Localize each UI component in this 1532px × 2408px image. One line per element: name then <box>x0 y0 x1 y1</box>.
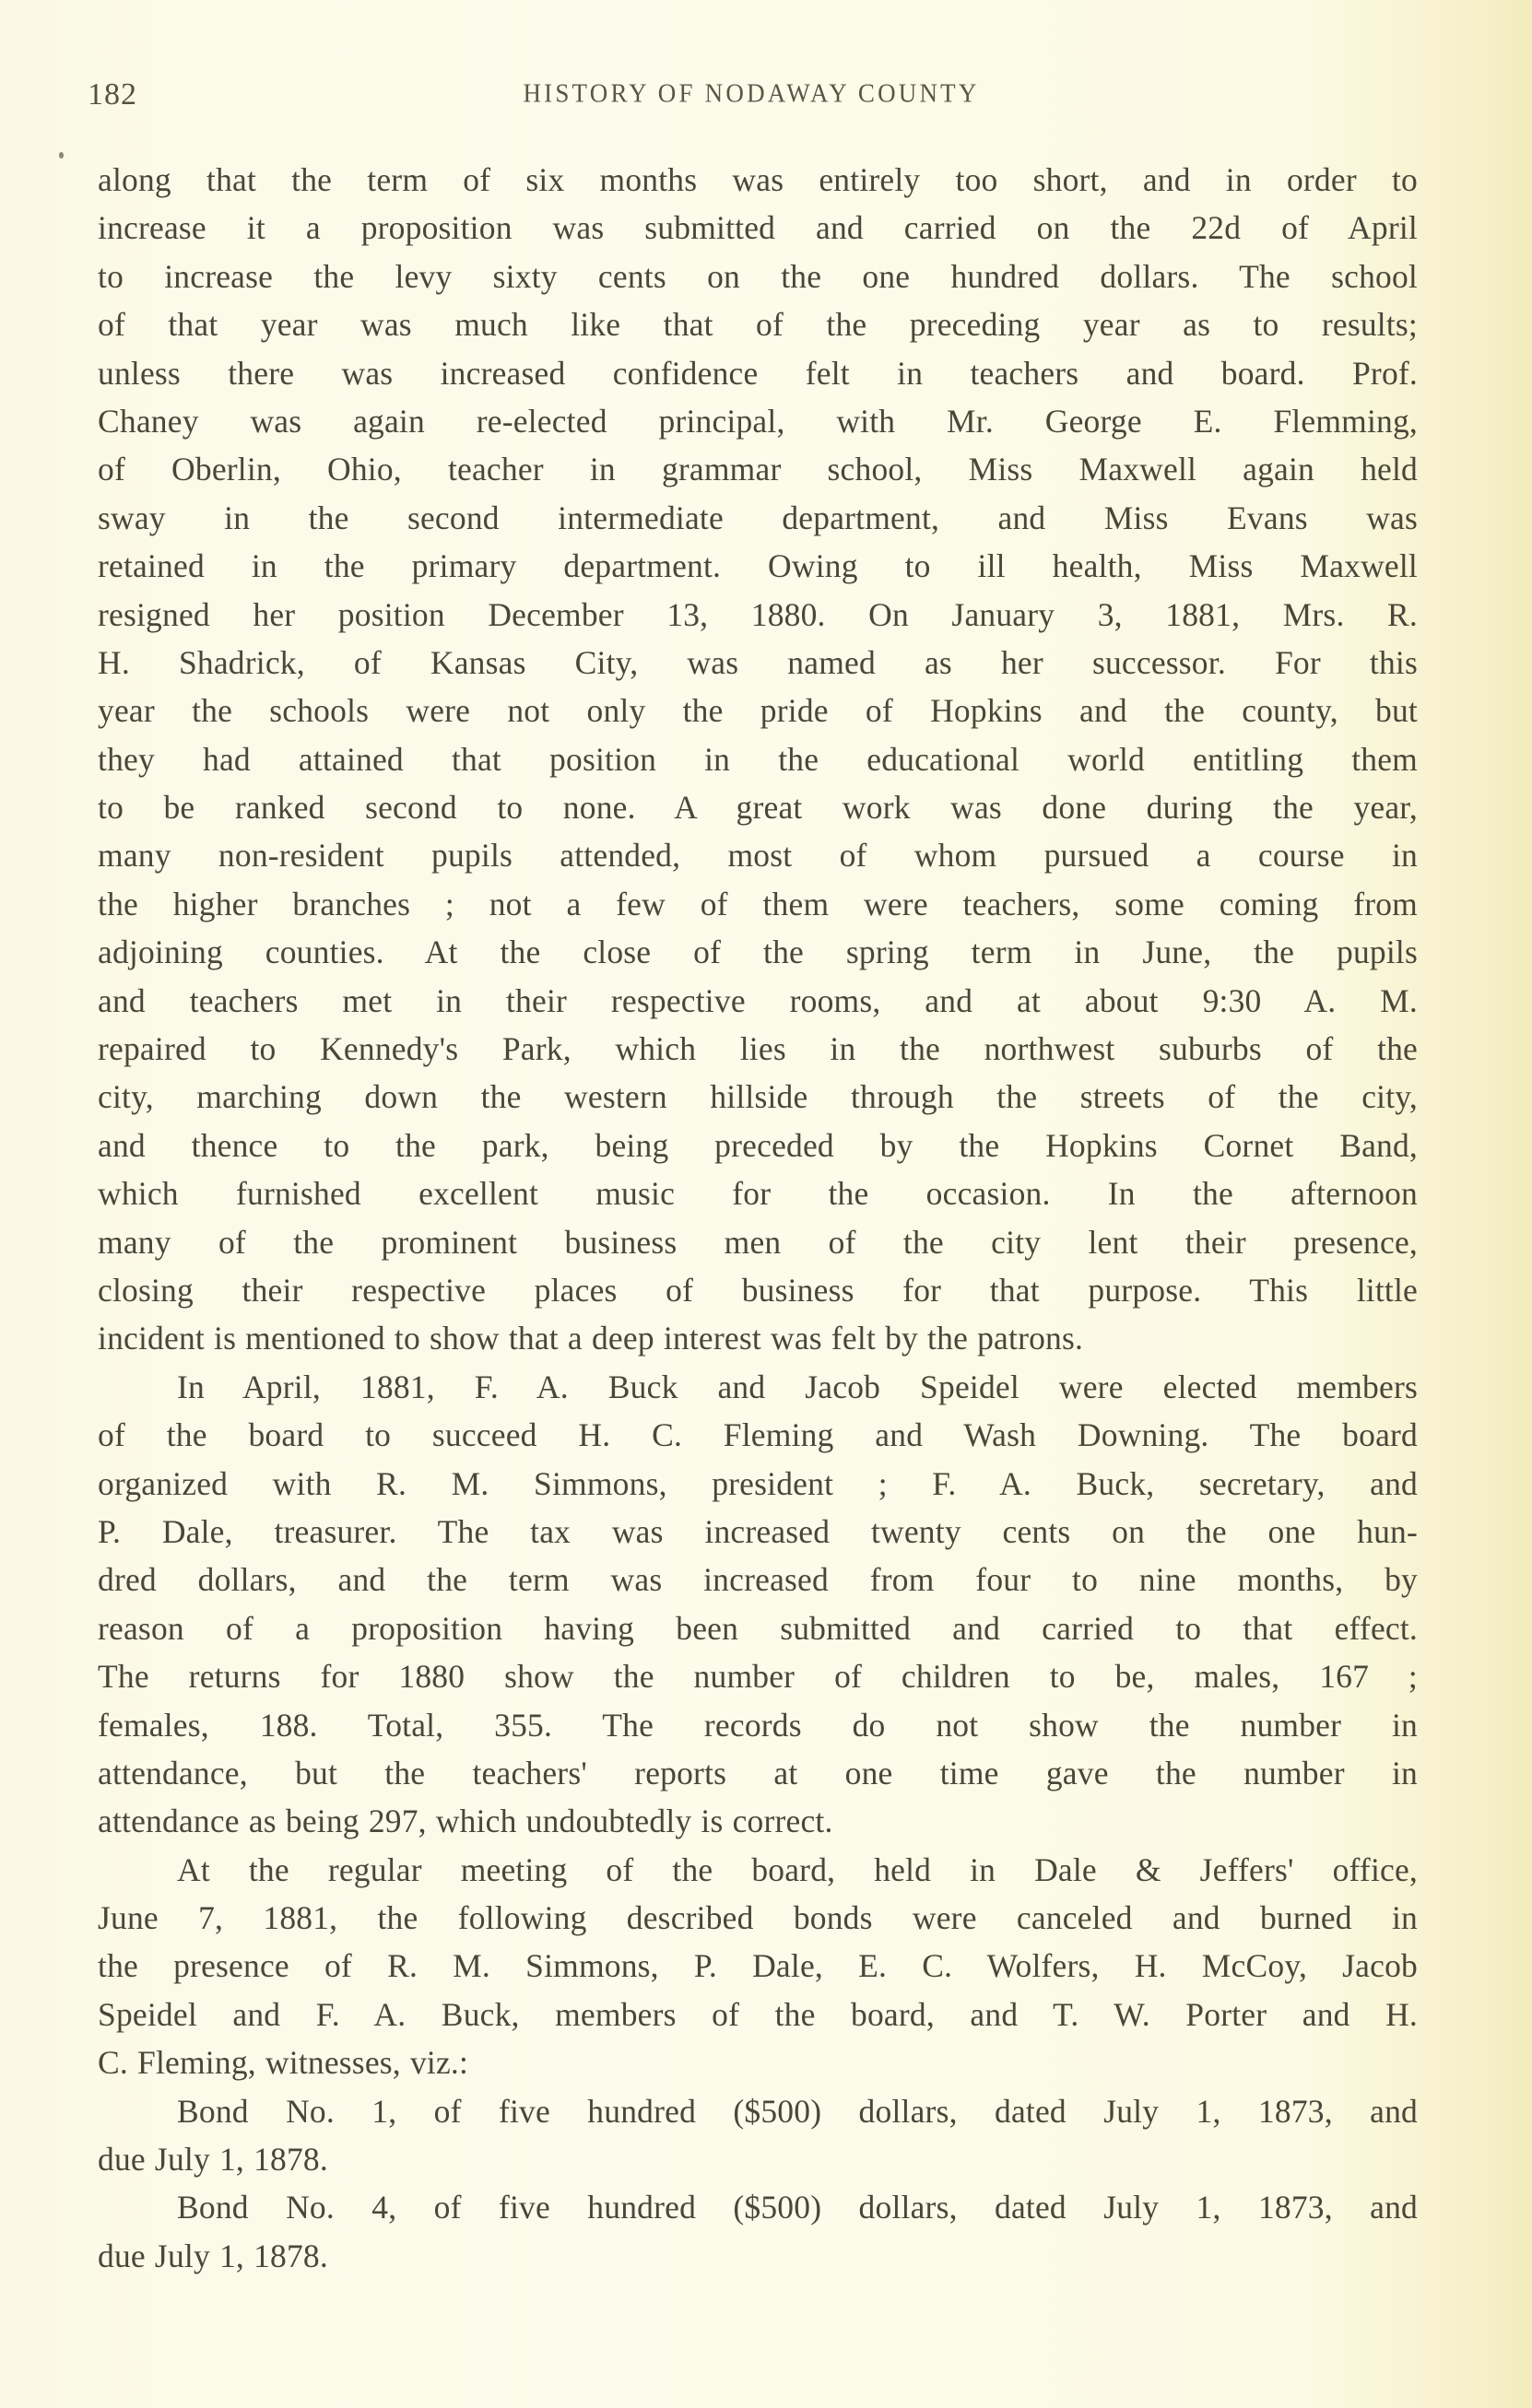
text-line: the higher branches ; not a few of them were teachers, some coming from <box>98 885 1418 922</box>
paragraph-last-line: attendance as being 297, which undoubtedly is correct. <box>98 1803 833 1840</box>
text-line: H. Shadrick, of Kansas City, was named as her successor. For this <box>98 643 1418 681</box>
text-line: dred dollars, and the term was increased from four to nine months, by <box>98 1561 1418 1599</box>
text-line: organized with R. M. Simmons, president ; F. A. Buck, secretary, and <box>98 1464 1418 1502</box>
text-line: and thence to the park, being preceded by the Hopkins Cornet Band, <box>98 1126 1418 1164</box>
paragraph-last-line: due July 1, 1878. <box>98 2237 328 2274</box>
text-line: resigned her position December 13, 1880. On January 3, 1881, Mrs. R. <box>98 595 1418 633</box>
running-head: HISTORY OF NODAWAY COUNTY <box>523 78 980 108</box>
paragraph-first-line: At the regular meeting of the board, held in Dale & Jeffers' office, <box>177 1850 1418 1888</box>
text-line: year the schools were not only the pride of Hopkins and the county, but <box>98 692 1418 730</box>
paragraph-first-line: In April, 1881, F. A. Buck and Jacob Speidel were elected members <box>177 1368 1418 1405</box>
text-line: they had attained that position in the educational world entitling them <box>98 740 1418 778</box>
page-header <box>0 77 1532 114</box>
text-line: closing their respective places of business for that purpose. This little <box>98 1271 1418 1309</box>
text-line: unless there was increased confidence felt in teachers and board. Prof. <box>98 354 1418 392</box>
text-line: the presence of R. M. Simmons, P. Dale, E. C. Wolfers, H. McCoy, Jacob <box>98 1947 1418 1985</box>
text-line: reason of a proposition having been submitted and carried to that effect. <box>98 1609 1418 1647</box>
text-line: Chaney was again re-elected principal, with Mr. George E. Flemming, <box>98 402 1418 440</box>
text-line: to be ranked second to none. A great work was done during the year, <box>98 789 1418 827</box>
paragraph-last-line: C. Fleming, witnesses, viz.: <box>98 2044 469 2082</box>
body-text <box>98 156 1418 2280</box>
text-line: attendance, but the teachers' reports at one time gave the number in <box>98 1754 1418 1791</box>
text-line: and teachers met in their respective rooms, and at about 9:30 A. M. <box>98 981 1418 1019</box>
paragraph-last-line: incident is mentioned to show that a deep interest was felt by the patrons. <box>98 1320 1084 1357</box>
text-line: P. Dale, treasurer. The tax was increased twenty cents on the one hun- <box>98 1512 1418 1550</box>
text-line: of that year was much like that of the preceding year as to results; <box>98 306 1418 344</box>
paper-speck <box>59 152 64 159</box>
text-line: sway in the second intermediate department, and Miss Evans was <box>98 499 1418 536</box>
paragraph-first-line: Bond No. 4, of five hundred ($500) dollars, dated July 1, 1873, and <box>177 2189 1418 2226</box>
text-line: repaired to Kennedy's Park, which lies in the northwest suburbs of the <box>98 1030 1418 1068</box>
text-line: retained in the primary department. Owing to ill health, Miss Maxwell <box>98 547 1418 585</box>
text-line: to increase the levy sixty cents on the one hundred dollars. The school <box>98 257 1418 295</box>
paragraph-last-line: due July 1, 1878. <box>98 2141 328 2179</box>
text-line: The returns for 1880 show the number of children to be, males, 167 ; <box>98 1658 1418 1696</box>
text-line: city, marching down the western hillside through the streets of the city, <box>98 1078 1418 1116</box>
text-line: Speidel and F. A. Buck, members of the board, and T. W. Porter and H. <box>98 1995 1418 2033</box>
text-line: June 7, 1881, the following described bonds were canceled and burned in <box>98 1899 1418 1937</box>
text-line: increase it a proposition was submitted and carried on the 22d of April <box>98 209 1418 247</box>
text-line: of Oberlin, Ohio, teacher in grammar school, Miss Maxwell again held <box>98 451 1418 488</box>
text-line: adjoining counties. At the close of the spring term in June, the pupils <box>98 934 1418 971</box>
paragraph-first-line: Bond No. 1, of five hundred ($500) dollars, dated July 1, 1873, and <box>177 2092 1418 2130</box>
text-line: females, 188. Total, 355. The records do not show the number in <box>98 1706 1418 1744</box>
page-number: 182 <box>88 77 137 112</box>
text-line: of the board to succeed H. C. Fleming and Wash Downing. The board <box>98 1416 1418 1454</box>
text-line: many non-resident pupils attended, most of whom pursued a course in <box>98 837 1418 875</box>
text-line: many of the prominent business men of the city lent their presence, <box>98 1223 1418 1261</box>
text-line: along that the term of six months was entirely too short, and in order to <box>98 161 1418 198</box>
text-line: which furnished excellent music for the occasion. In the afternoon <box>98 1175 1418 1213</box>
